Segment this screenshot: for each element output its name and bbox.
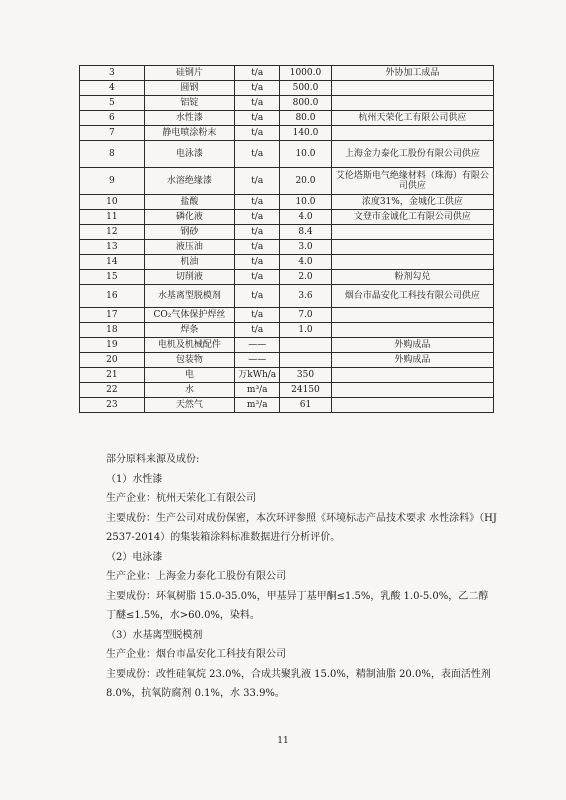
cell-name: 水 — [144, 383, 234, 398]
cell-name: 电泳漆 — [144, 141, 234, 168]
cell-qty: 3.0 — [280, 240, 331, 255]
cell-name: 水基离型脱模剂 — [144, 285, 234, 308]
cell-name: 包装物 — [144, 353, 234, 368]
cell-note: 浓度31%，金城化工供应 — [331, 195, 493, 210]
cell-no: 4 — [80, 81, 145, 96]
page-number: 11 — [277, 736, 289, 746]
cell-name: 水溶绝缘漆 — [144, 168, 234, 195]
section-title-2: （2）电泳漆 — [106, 551, 163, 563]
cell-no: 10 — [80, 195, 145, 210]
table-row — [80, 338, 494, 353]
cell-qty: 20.0 — [280, 168, 331, 195]
cell-unit: m³/a — [235, 383, 280, 398]
cell-qty: 8.4 — [280, 225, 331, 240]
cell-note: 烟台市晶安化工科技有限公司供应 — [331, 285, 493, 308]
section-title-1: （1）水性漆 — [106, 473, 163, 485]
cell-name: 铝锭 — [144, 96, 234, 111]
table-row — [80, 168, 494, 195]
section-title-3: （3）水基离型脱模剂 — [106, 629, 203, 641]
cell-unit: t/a — [235, 96, 280, 111]
cell-note — [331, 81, 493, 96]
cell-unit: t/a — [235, 111, 280, 126]
section-maker-3: 生产企业：烟台市晶安化工科技有限公司 — [106, 649, 286, 660]
cell-note: 外购成品 — [331, 338, 493, 353]
cell-qty: 3.6 — [280, 285, 331, 308]
cell-no: 16 — [80, 285, 145, 308]
cell-unit: t/a — [235, 81, 280, 96]
table-row — [80, 255, 494, 270]
cell-no: 8 — [80, 141, 145, 168]
cell-name: 静电喷涂粉末 — [144, 126, 234, 141]
cell-qty: 7.0 — [280, 308, 331, 323]
materials-table-body — [80, 66, 494, 413]
cell-qty: 80.0 — [280, 111, 331, 126]
cell-no: 13 — [80, 240, 145, 255]
cell-note: 文登市金诚化工有限公司供应 — [331, 210, 493, 225]
materials-notes — [78, 450, 498, 704]
cell-no: 11 — [80, 210, 145, 225]
cell-qty: 140.0 — [280, 126, 331, 141]
cell-name: 钢砂 — [144, 225, 234, 240]
cell-qty: 500.0 — [280, 81, 331, 96]
section-maker-1: 生产企业：杭州天荣化工有限公司 — [106, 493, 256, 504]
cell-no: 21 — [80, 368, 145, 383]
cell-qty: 4.0 — [280, 255, 331, 270]
cell-name: 切削液 — [144, 270, 234, 285]
table-row — [80, 195, 494, 210]
section-composition-1: 主要成份：生产公司对成份保密，本次环评参照《环境标志产品技术要求 水性涂料》（HJ 2537-2014）的集装箱涂料标准数据进行分析评价。 — [106, 512, 497, 543]
cell-unit: —— — [235, 338, 280, 353]
cell-name: 磷化液 — [144, 210, 234, 225]
cell-note — [331, 323, 493, 338]
cell-note: 外协加工成品 — [331, 66, 493, 81]
table-row — [80, 398, 494, 413]
cell-unit: t/a — [235, 285, 280, 308]
section-composition-3: 主要成份：改性硅氧烷 23.0%，合成共聚乳液 15.0%，精制油脂 20.0%，表面活性剂 8.0%，抗氧防腐剂 0.1%，水 33.9%。 — [106, 668, 491, 699]
cell-no: 20 — [80, 353, 145, 368]
cell-note — [331, 368, 493, 383]
table-row — [80, 66, 494, 81]
cell-no: 22 — [80, 383, 145, 398]
cell-no: 5 — [80, 96, 145, 111]
cell-unit: t/a — [235, 270, 280, 285]
table-row — [80, 81, 494, 96]
cell-no: 19 — [80, 338, 145, 353]
cell-qty: 2.0 — [280, 270, 331, 285]
cell-note — [331, 255, 493, 270]
cell-unit: t/a — [235, 225, 280, 240]
cell-name: 硅钢片 — [144, 66, 234, 81]
table-row — [80, 323, 494, 338]
cell-qty: 4.0 — [280, 210, 331, 225]
table-row — [80, 368, 494, 383]
cell-name: CO₂气体保护焊丝 — [144, 308, 234, 323]
cell-unit: m³/a — [235, 398, 280, 413]
cell-unit: t/a — [235, 323, 280, 338]
cell-qty: 61 — [280, 398, 331, 413]
table-row — [80, 225, 494, 240]
cell-name: 电 — [144, 368, 234, 383]
cell-unit: t/a — [235, 308, 280, 323]
cell-unit: t/a — [235, 210, 280, 225]
table-row — [80, 285, 494, 308]
cell-unit: t/a — [235, 126, 280, 141]
cell-note — [331, 96, 493, 111]
cell-unit: —— — [235, 353, 280, 368]
table-row — [80, 308, 494, 323]
cell-note: 上海金力泰化工股份有限公司供应 — [331, 141, 493, 168]
cell-note: 杭州天荣化工有限公司供应 — [331, 111, 493, 126]
cell-unit: t/a — [235, 255, 280, 270]
table-row — [80, 240, 494, 255]
cell-unit: 万kWh/a — [235, 368, 280, 383]
cell-note — [331, 225, 493, 240]
section-composition-2: 主要成份：环氧树脂 15.0-35.0%，甲基异丁基甲酮≤1.5%，乳酸 1.0-5.0%，乙二醇丁醚≤1.5%，水>60.0%，染料。 — [106, 590, 489, 621]
cell-no: 9 — [80, 168, 145, 195]
cell-no: 3 — [80, 66, 145, 81]
cell-note: 艾伦塔斯电气绝缘材料（珠海）有限公司供应 — [331, 168, 493, 195]
cell-note — [331, 398, 493, 413]
cell-unit: t/a — [235, 240, 280, 255]
cell-unit: t/a — [235, 141, 280, 168]
cell-name: 盐酸 — [144, 195, 234, 210]
cell-name: 水性漆 — [144, 111, 234, 126]
cell-no: 12 — [80, 225, 145, 240]
cell-no: 15 — [80, 270, 145, 285]
table-row — [80, 96, 494, 111]
table-row — [80, 126, 494, 141]
cell-no: 23 — [80, 398, 145, 413]
cell-unit: t/a — [235, 168, 280, 195]
table-row — [80, 141, 494, 168]
cell-unit: t/a — [235, 195, 280, 210]
section-maker-2: 生产企业：上海金力泰化工股份有限公司 — [106, 571, 286, 582]
cell-no: 14 — [80, 255, 145, 270]
cell-qty: 10.0 — [280, 141, 331, 168]
cell-name: 电机及机械配件 — [144, 338, 234, 353]
cell-note — [331, 308, 493, 323]
cell-qty: 10.0 — [280, 195, 331, 210]
cell-no: 7 — [80, 126, 145, 141]
cell-qty: 800.0 — [280, 96, 331, 111]
cell-no: 6 — [80, 111, 145, 126]
table-row — [80, 270, 494, 285]
cell-note: 粉剂勾兑 — [331, 270, 493, 285]
cell-unit: t/a — [235, 66, 280, 81]
cell-name: 机油 — [144, 255, 234, 270]
table-row — [80, 210, 494, 225]
cell-name: 液压油 — [144, 240, 234, 255]
cell-name: 焊条 — [144, 323, 234, 338]
cell-note — [331, 383, 493, 398]
cell-qty — [280, 353, 331, 368]
table-row — [80, 353, 494, 368]
table-row — [80, 111, 494, 126]
cell-note — [331, 240, 493, 255]
cell-qty — [280, 338, 331, 353]
cell-no: 18 — [80, 323, 145, 338]
notes-intro: 部分原料来源及成份: — [106, 454, 200, 465]
cell-qty: 1.0 — [280, 323, 331, 338]
cell-qty: 1000.0 — [280, 66, 331, 81]
materials-table — [79, 65, 494, 413]
table-row — [80, 383, 494, 398]
cell-name: 天然气 — [144, 398, 234, 413]
cell-name: 圆钢 — [144, 81, 234, 96]
cell-qty: 24150 — [280, 383, 331, 398]
cell-no: 17 — [80, 308, 145, 323]
cell-note — [331, 126, 493, 141]
cell-qty: 350 — [280, 368, 331, 383]
cell-note: 外购成品 — [331, 353, 493, 368]
